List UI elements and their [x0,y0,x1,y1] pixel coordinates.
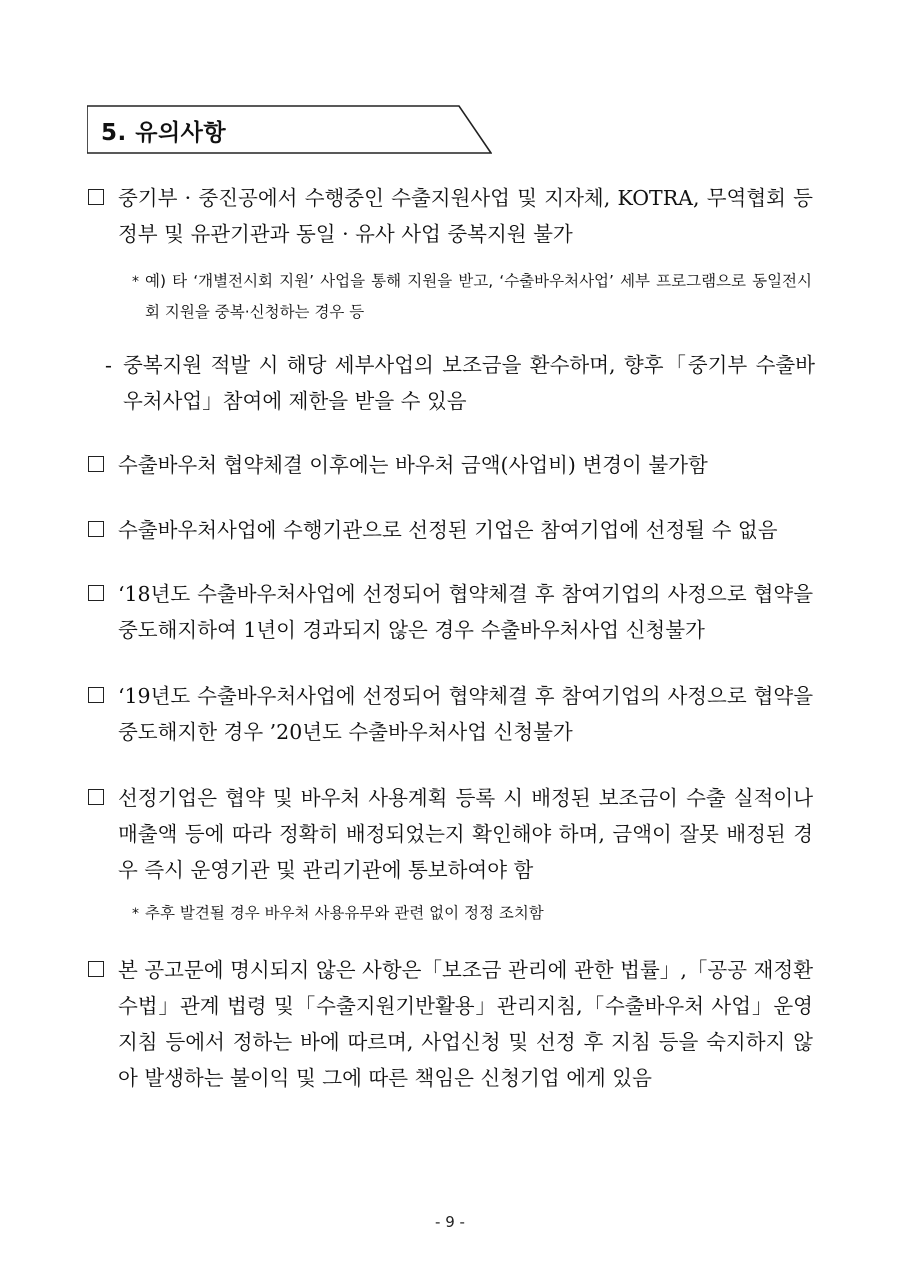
item-text: 수출바우처 협약체결 이후에는 바우처 금액(사업비) 변경이 불가함 [118,453,708,477]
page-number: - 9 - [435,1213,465,1231]
item-text: ‘18년도 수출바우처사업에 선정되어 협약체결 후 참여기업의 사정으로 협약을 중도해지하여 1년이 경과되지 않은 경우 수출바우처사업 신청불가 [118,582,813,642]
sub-item-text: 중복지원 적발 시 해당 세부사업의 보조금을 환수하며, 향후「중기부 수출바우처사업」참여에 제한을 받을 수 있음 [123,353,815,413]
asterisk-marker: * [132,906,139,922]
item-text: 본 공고문에 명시되지 않은 사항은「보조금 관리에 관한 법률」,「공공 재정환수법」관계 법령 및「수출지원기반활용」관리지침,「수출바우처 사업」운영지침 등에서 정하는 바에 따르며, 사업신청 및 선정 후 지침 등을 숙지하지 않아 발생하는 불이익 및 그에 따른 책임은 신청기업 에게 있음 [118,958,813,1090]
list-item [88,576,813,648]
footnote [132,898,812,929]
list-item [88,447,813,483]
footnote-text: 예) 타 ‘개별전시회 지원’ 사업을 통해 지원을 받고, ‘수출바우처사업’ 세부 프로그램으로 동일전시회 지원을 중복·신청하는 경우 등 [145,272,812,321]
list-item [88,952,813,1096]
list-item [88,180,813,252]
footnote-text: 추후 발견될 경우 바우처 사용유무와 관련 없이 정정 조치함 [145,904,544,922]
checkbox-icon [88,789,104,805]
checkbox-icon [88,961,104,977]
footnote [132,266,812,328]
checkbox-icon [88,687,104,703]
sub-list-item [105,347,815,419]
checkbox-icon [88,456,104,472]
item-text: ‘19년도 수출바우처사업에 선정되어 협약체결 후 참여기업의 사정으로 협약을 중도해지한 경우 ’20년도 수출바우처사업 신청불가 [118,684,813,744]
item-text: 중기부 · 중진공에서 수행중인 수출지원사업 및 지자체, KOTRA, 무역협회 등 정부 및 유관기관과 동일 · 유사 사업 중복지원 불가 [118,186,813,246]
checkbox-icon [88,521,104,537]
asterisk-marker: * [132,274,139,290]
item-text: 수출바우처사업에 수행기관으로 선정된 기업은 참여기업에 선정될 수 없음 [118,518,778,542]
list-item [88,512,813,548]
checkbox-icon [88,585,104,601]
item-text: 선정기업은 협약 및 바우처 사용계획 등록 시 배정된 보조금이 수출 실적이나 매출액 등에 따라 정확히 배정되었는지 확인해야 하며, 금액이 잘못 배정된 경우 즉시 운영기관 및 관리기관에 통보하여야 함 [118,786,813,882]
list-item [88,678,813,750]
list-item [88,780,813,888]
checkbox-icon [88,189,104,205]
section-heading [87,105,492,155]
section-title: 5. 유의사항 [101,120,227,146]
dash-marker: - [105,353,112,377]
